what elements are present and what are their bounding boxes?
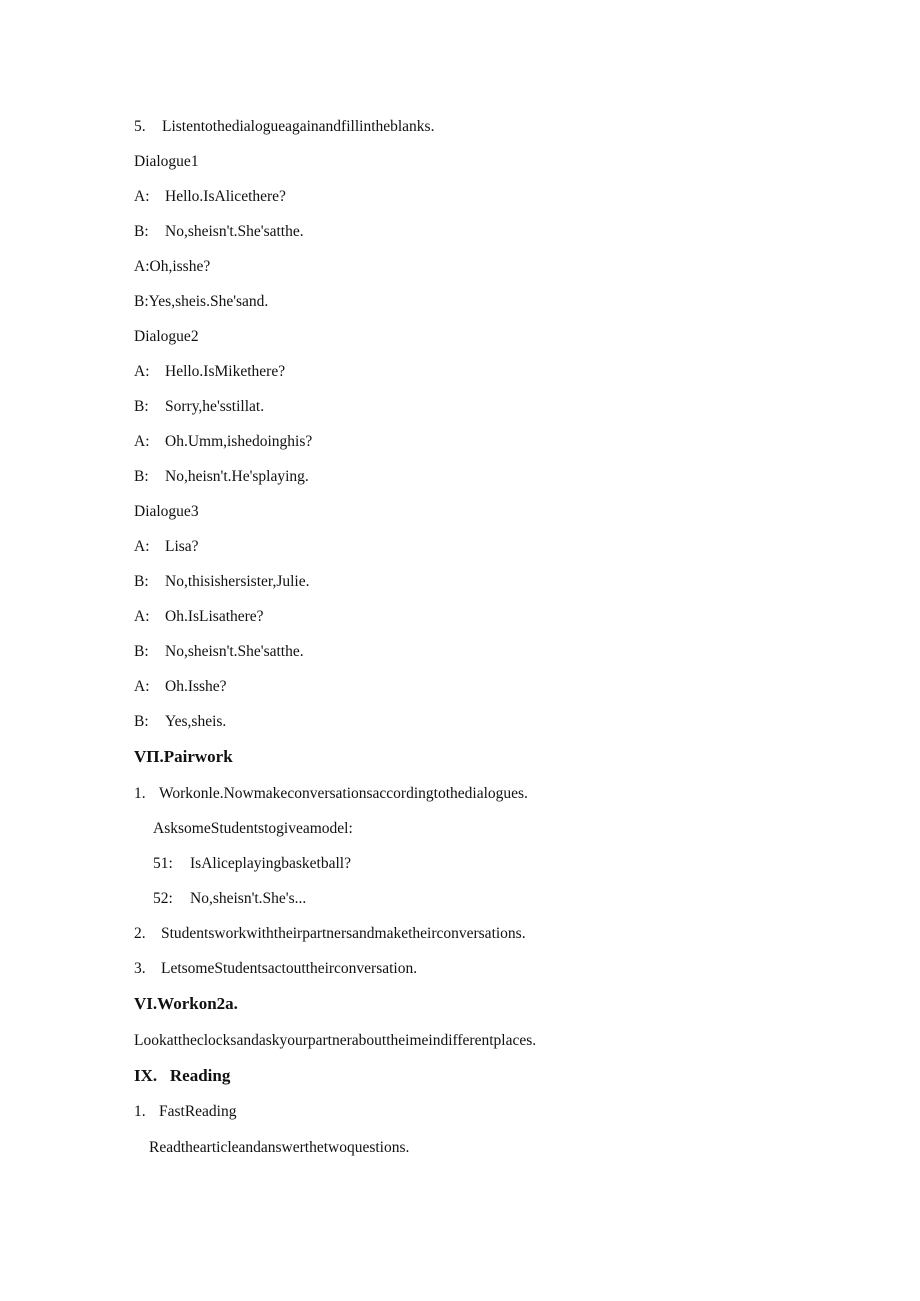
speaker-label: A: bbox=[134, 678, 150, 695]
section-heading-work2a: VI.Workon2a. bbox=[134, 994, 238, 1013]
section-heading-reading: IX. Reading bbox=[134, 1066, 231, 1085]
instruction-item-5 bbox=[134, 118, 434, 136]
dialogue-2-line-4 bbox=[134, 468, 309, 486]
pairwork-item-1 bbox=[134, 785, 528, 803]
speaker-label: B: bbox=[134, 468, 149, 485]
item-text: Studentsworkwiththeirpartnersandmaketheirconversations. bbox=[161, 925, 526, 942]
dialogue-3-line-6 bbox=[134, 713, 226, 731]
line-text: Oh.Umm,ishedoinghis? bbox=[165, 433, 313, 450]
item-text: LetsomeStudentsactouttheirconversation. bbox=[161, 960, 418, 977]
dialogue-1-title: Dialogue1 bbox=[134, 153, 199, 170]
line-text: No,sheisn't.She's... bbox=[190, 890, 307, 907]
line-text: Lisa? bbox=[165, 538, 199, 555]
reading-item-1 bbox=[134, 1103, 237, 1121]
speaker-label: B: bbox=[134, 643, 149, 660]
student-label: 51: bbox=[153, 855, 173, 872]
model-intro: AsksomeStudentstogiveamodel: bbox=[153, 820, 353, 837]
line-text: No,heisn't.He'splaying. bbox=[165, 468, 309, 485]
reading-instruction: Readthearticleandanswerthetwoquestions. bbox=[149, 1139, 410, 1156]
speaker-label: A: bbox=[134, 188, 150, 205]
line-text: No,sheisn't.She'satthe. bbox=[165, 643, 304, 660]
item-number: 1. bbox=[134, 1103, 146, 1120]
line-text: IsAliceplayingbasketball? bbox=[190, 855, 351, 872]
dialogue-3-line-3 bbox=[134, 608, 264, 626]
speaker-label: A: bbox=[134, 363, 150, 380]
dialogue-1-line-3: A:Oh,isshe? bbox=[134, 258, 211, 275]
speaker-label: B: bbox=[134, 223, 149, 240]
line-text: Yes,sheis. bbox=[165, 713, 227, 730]
line-text: Hello.IsAlicethere? bbox=[165, 188, 286, 205]
speaker-label: B: bbox=[134, 713, 149, 730]
item-number: 2. bbox=[134, 925, 146, 942]
item-text: Workonle.Nowmakeconversationsaccordingtothedialogues. bbox=[159, 785, 528, 802]
speaker-label: A: bbox=[134, 538, 150, 555]
speaker-label: B: bbox=[134, 573, 149, 590]
dialogue-1-line-1 bbox=[134, 188, 286, 206]
line-text: Oh.Isshe? bbox=[165, 678, 227, 695]
model-line-1 bbox=[153, 855, 351, 873]
dialogue-2-line-1 bbox=[134, 363, 285, 381]
item-text: FastReading bbox=[159, 1103, 237, 1120]
dialogue-2-title: Dialogue2 bbox=[134, 328, 199, 345]
line-text: Hello.IsMikethere? bbox=[165, 363, 286, 380]
line-text: Oh.IsLisathere? bbox=[165, 608, 264, 625]
line-text: No,thisishersister,Julie. bbox=[165, 573, 310, 590]
item-text: Listentothedialogueagainandfillintheblanks. bbox=[162, 118, 435, 135]
dialogue-3-line-4 bbox=[134, 643, 304, 661]
pairwork-item-3 bbox=[134, 960, 417, 978]
speaker-label: A: bbox=[134, 608, 150, 625]
dialogue-2-line-3 bbox=[134, 433, 312, 451]
dialogue-3-line-5 bbox=[134, 678, 227, 696]
model-line-2 bbox=[153, 890, 306, 908]
dialogue-1-line-2 bbox=[134, 223, 304, 241]
line-text: Sorry,he'sstillat. bbox=[165, 398, 265, 415]
item-number: 3. bbox=[134, 960, 146, 977]
dialogue-3-line-1 bbox=[134, 538, 199, 556]
dialogue-3-line-2 bbox=[134, 573, 309, 591]
line-text: No,sheisn't.She'satthe. bbox=[165, 223, 304, 240]
speaker-label: B: bbox=[134, 398, 149, 415]
dialogue-2-line-2 bbox=[134, 398, 264, 416]
section-heading-pairwork: VΠ.Pairwork bbox=[134, 747, 233, 766]
work2a-text: Lookattheclocksandaskyourpartnerabouttheimeindifferentplaces. bbox=[134, 1032, 537, 1049]
item-number: 1. bbox=[134, 785, 146, 802]
dialogue-1-line-4: B:Yes,sheis.She'sand. bbox=[134, 293, 269, 310]
pairwork-item-2 bbox=[134, 925, 526, 943]
dialogue-3-title: Dialogue3 bbox=[134, 503, 199, 520]
student-label: 52: bbox=[153, 890, 173, 907]
item-number: 5. bbox=[134, 118, 146, 135]
speaker-label: A: bbox=[134, 433, 150, 450]
